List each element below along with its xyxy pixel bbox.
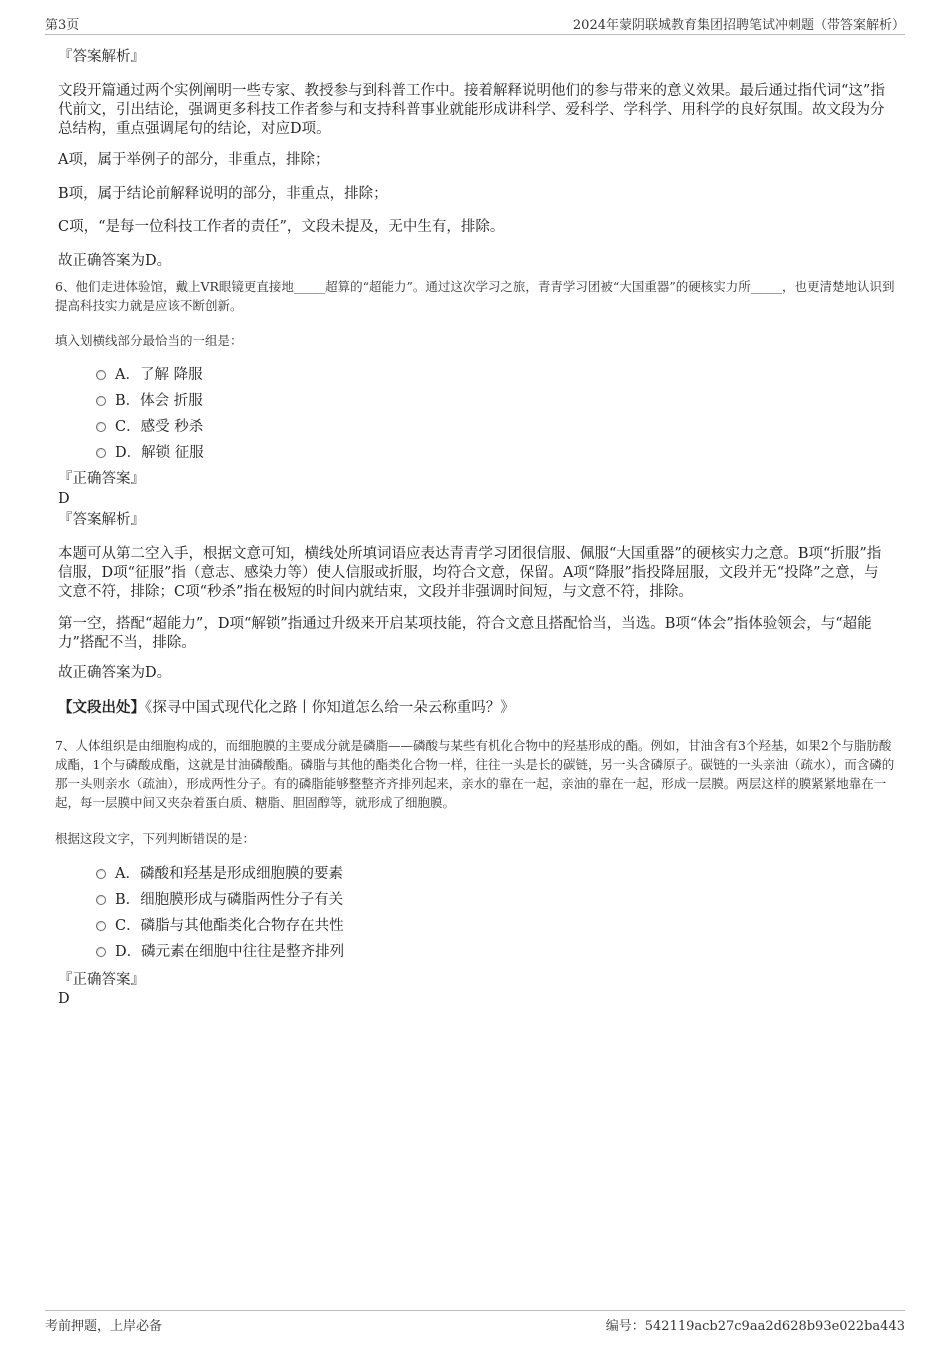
analysis-label: 『答案解析』: [58, 49, 145, 65]
question-7-stem: 7、人体组织是由细胞构成的，而细胞膜的主要成分就是磷脂——磷酸与某些有机化合物中的羟基形成的酯。例如，甘油含有3个羟基，如果2个与脂肪酸成酯，1个与磷酸成酯，这就是甘油磷酸酯。磷脂与其他的酯类化合物一样，往往一头是长的碳链，另一头含磷原子。碳链的一头亲油（疏水），而含磷的那一头则亲水（疏油），形成两性分子。有的磷脂能够整整齐齐排列起来，亲水的靠在一起，亲油的靠在一起，形成一层膜。两层这样的膜紧紧地靠在一起，每一层膜中间又夹杂着蛋白质、糖脂、胆固醇等，就形成了细胞膜。: [55, 738, 895, 810]
radio-icon[interactable]: [96, 869, 106, 879]
document-title: 2024年蒙阴联城教育集团招聘笔试冲刺题（带答案解析）: [572, 18, 905, 33]
q7-option-b[interactable]: [96, 890, 343, 910]
q7-option-a[interactable]: [96, 864, 343, 884]
radio-icon[interactable]: [96, 370, 106, 380]
analysis-paragraph: B项，属于结论前解释说明的部分，非重点，排除；: [58, 186, 388, 202]
question-6-stem: 6、他们走进体验馆，戴上VR眼镜更直接地_____超算的“超能力”。通过这次学习之旅，青青学习团被“大国重器”的硬核实力所_____，也更清楚地认识到提高科技实力就是应该不断创新。: [55, 279, 895, 313]
analysis-paragraph: 本题可从第二空入手，根据文意可知，横线处所填词语应表达青青学习团很信服、佩服“大国重器”的硬核实力之意。B项“折服”指信服，D项“征服”指（意志、感染力等）使人信服或折服，均符合文意，保留。A项“降服”指投降屈服，文段并无“投降”之意，与文意不符，排除；C项“秒杀”指在极短的时间内就结束，文段并非强调时间短，与文意不符，排除。: [58, 546, 882, 600]
footer-slogan: 考前押题，上岸必备: [45, 1319, 163, 1334]
correct-answer: D: [58, 491, 70, 507]
option-label: A．了解 降服: [115, 367, 203, 383]
page-header: [45, 12, 905, 35]
option-label: A．磷酸和羟基是形成细胞膜的要素: [115, 866, 343, 882]
correct-answer-label: 『正确答案』: [58, 471, 145, 487]
correct-answer-label: 『正确答案』: [58, 972, 145, 988]
radio-icon[interactable]: [96, 422, 106, 432]
source-title: 《探寻中国式现代化之路丨你知道怎么给一朵云称重吗？》: [145, 700, 515, 716]
document-code: 编号：542119acb27c9aa2d628b93e022ba443: [605, 1319, 905, 1334]
q7-option-d[interactable]: [96, 942, 344, 962]
option-label: C．磷脂与其他酯类化合物存在共性: [115, 918, 344, 934]
correct-answer: D: [58, 991, 70, 1007]
radio-icon[interactable]: [96, 396, 106, 406]
analysis-conclusion: 故正确答案为D。: [58, 253, 172, 269]
option-label: C．感受 秒杀: [115, 419, 204, 435]
analysis-paragraph: 文段开篇通过两个实例阐明一些专家、教授参与到科普工作中。接着解释说明他们的参与带来的意义效果。最后通过指代词“这”指代前文，引出结论，强调更多科技工作者参与和支持科普事业就能形成讲科学、爱科学、学科学、用科学的良好氛围。故文段为分总结构，重点强调尾句的结论，对应D项。: [58, 83, 885, 137]
radio-icon[interactable]: [96, 448, 106, 458]
option-label: D．解锁 征服: [115, 445, 204, 461]
option-label: B．体会 折服: [115, 393, 203, 409]
analysis-paragraph: C项，“是每一位科技工作者的责任”，文段未提及，无中生有，排除。: [58, 219, 505, 235]
radio-icon[interactable]: [96, 947, 106, 957]
question-6-prompt: 填入划横线部分最恰当的一组是：: [55, 333, 243, 348]
page-number: 第3页: [45, 18, 80, 33]
q6-option-c[interactable]: [96, 417, 203, 437]
source-label: 【文段出处】: [58, 699, 145, 716]
source-line: [58, 698, 888, 718]
q6-option-b[interactable]: [96, 391, 203, 411]
radio-icon[interactable]: [96, 895, 106, 905]
q6-option-a[interactable]: [96, 365, 203, 385]
q6-option-d[interactable]: [96, 443, 204, 463]
analysis-paragraph: 第一空，搭配“超能力”，D项“解锁”指通过升级来开启某项技能，符合文意且搭配恰当，当选。B项“体会”指体验领会，与“超能力”搭配不当，排除。: [58, 616, 872, 651]
analysis-conclusion: 故正确答案为D。: [58, 665, 172, 681]
radio-icon[interactable]: [96, 921, 106, 931]
analysis-label: 『答案解析』: [58, 512, 145, 528]
analysis-paragraph: A项，属于举例子的部分，非重点，排除；: [58, 152, 330, 168]
question-7-prompt: 根据这段文字，下列判断错误的是：: [55, 831, 256, 846]
q7-option-c[interactable]: [96, 916, 344, 936]
option-label: B．细胞膜形成与磷脂两性分子有关: [115, 892, 344, 908]
page-footer: [45, 1310, 905, 1335]
option-label: D．磷元素在细胞中往往是整齐排列: [115, 944, 345, 960]
